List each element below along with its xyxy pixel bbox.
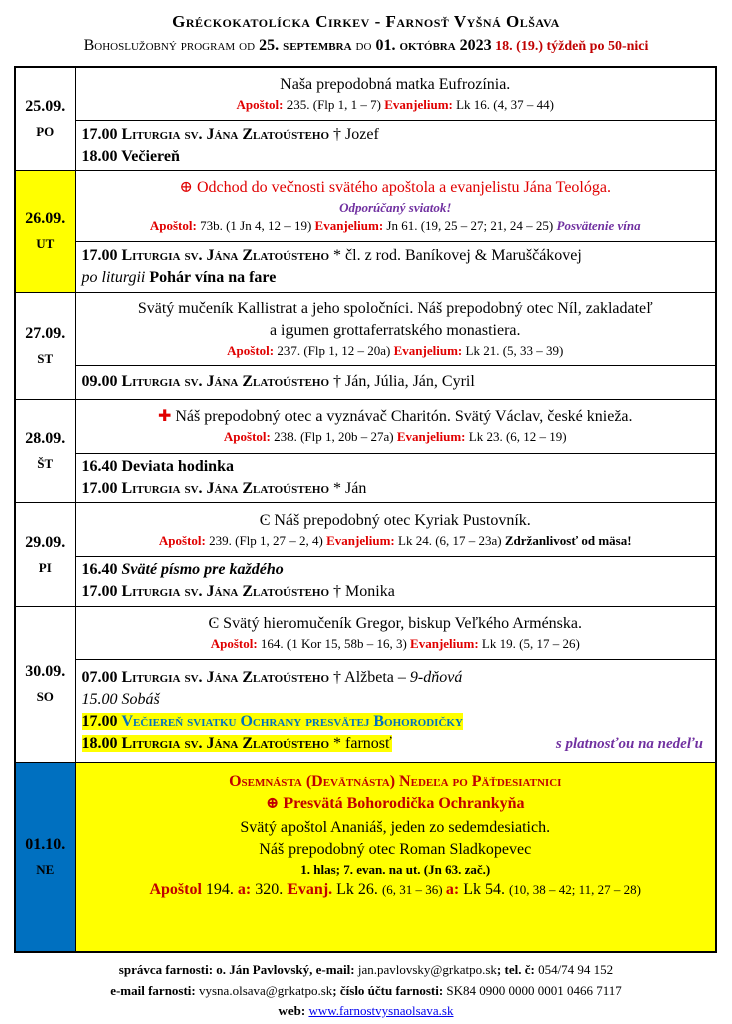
service-note: * farnosť bbox=[329, 735, 392, 753]
footer-text: ; číslo účtu farnosti: bbox=[332, 983, 447, 998]
day-cell bbox=[15, 67, 75, 170]
day-date: 28.09. bbox=[25, 430, 66, 448]
saint-line: Svätý mučeník Kallistrat a jeho spoločníci. Náš prepodobný otec Níl, zakladateľ bbox=[137, 299, 653, 317]
evanjelium-value: Lk 24. (6, 17 – 23a) bbox=[394, 532, 505, 548]
account-number: SK84 0900 0000 0001 0466 7117 bbox=[446, 983, 622, 998]
services-row bbox=[15, 121, 716, 171]
service-note: † Ján, Júlia, Ján, Cyril bbox=[329, 373, 475, 391]
service-name: Liturgia sv. Jána Zlatoústeho bbox=[121, 125, 330, 143]
day-weekday: PI bbox=[38, 559, 52, 575]
service-note: † Jozef bbox=[329, 125, 379, 143]
saints-cell bbox=[75, 606, 716, 660]
saint-line: Náš prepodobný otec Kyriak Pustovník. bbox=[270, 511, 531, 529]
day-cell bbox=[15, 606, 75, 762]
apostol-label: Apoštol: bbox=[227, 342, 275, 358]
evanjelium-label: Evanjelium: bbox=[384, 97, 453, 113]
sunday-cell bbox=[75, 762, 716, 952]
saint-line: Naša prepodobná matka Eufrozínia. bbox=[280, 76, 511, 94]
services-row bbox=[15, 557, 716, 607]
apostol-value: 164. (1 Kor 15, 58b – 16, 3) bbox=[257, 636, 411, 652]
footer-text: web: bbox=[278, 1003, 309, 1018]
service-note-italic: 9-dňová bbox=[409, 669, 463, 687]
service-note: † Monika bbox=[329, 583, 395, 601]
day-row-tuesday bbox=[15, 170, 716, 241]
service-name: Sväté písmo pre každého bbox=[121, 561, 284, 579]
evanjelium-label: Evanjelium: bbox=[410, 636, 479, 652]
day-row-wednesday bbox=[15, 292, 716, 365]
evanjelium-value-2: Lk 54. bbox=[459, 880, 509, 898]
apostol-label: Apoštol: bbox=[223, 429, 271, 445]
sunday-title: Osemnásta (Devätnásta) Nedeľa po Päťdesiatnici bbox=[229, 772, 562, 790]
saint-line: Náš prepodobný otec Roman Sladkopevec bbox=[259, 840, 532, 858]
service-time: 17.00 bbox=[81, 480, 118, 497]
subtitle-date-from: 25. septembra bbox=[259, 37, 352, 54]
fasting-note: Zdržanlivosť od mäsa! bbox=[504, 532, 632, 548]
footer-text: správca farnosti: o. Ján Pavlovský, e-mail: bbox=[118, 962, 358, 977]
service-name: Liturgia sv. Jána Zlatoústeho bbox=[121, 669, 330, 687]
day-weekday: SO bbox=[36, 689, 54, 705]
saints-cell bbox=[75, 503, 716, 557]
services-row bbox=[15, 660, 716, 762]
service-name: Liturgia sv. Jána Zlatoústeho bbox=[121, 480, 330, 497]
saints-cell bbox=[75, 292, 716, 365]
day-date: 01.10. bbox=[25, 835, 66, 853]
evanjelium-value: Lk 19. (5, 17 – 26) bbox=[478, 636, 580, 652]
service-name: Večiereň sviatku Ochrany presvätej Bohorodičky bbox=[121, 713, 463, 731]
service-time: 09.00 bbox=[81, 373, 118, 391]
sunday-validity-note: s platnosťou na nedeľu bbox=[555, 736, 703, 753]
day-date: 25.09. bbox=[25, 97, 66, 115]
schedule-table bbox=[14, 66, 717, 953]
website-link[interactable]: www.farnostvysnaolsava.sk bbox=[308, 1003, 454, 1018]
day-row-monday bbox=[15, 67, 716, 121]
service-name: Liturgia sv. Jána Zlatoústeho bbox=[121, 583, 330, 601]
day-weekday: NE bbox=[36, 861, 55, 877]
service-name: Deviata hodinka bbox=[121, 458, 234, 475]
services-row bbox=[15, 365, 716, 399]
evanjelium-label: Evanjelium: bbox=[326, 532, 395, 548]
saint-line: a igumen grottaferratského monastiera. bbox=[269, 321, 521, 339]
rank-symbol-icon: Ͼ bbox=[208, 615, 220, 633]
service-time: 16.40 bbox=[81, 458, 118, 475]
service-time: 18.00 bbox=[81, 147, 118, 165]
wine-cup-note: Pohár vína na fare bbox=[149, 268, 277, 286]
evanjelium-value: Lk 23. (6, 12 – 19) bbox=[465, 429, 567, 445]
services-cell bbox=[75, 660, 716, 762]
alt-label: a: bbox=[237, 880, 252, 898]
rank-symbol-icon: Ͼ bbox=[259, 511, 271, 529]
after-liturgy-text: po liturgii bbox=[81, 268, 150, 286]
cross-icon: ✚ bbox=[157, 408, 172, 426]
day-date: 29.09. bbox=[25, 533, 66, 551]
footer-text: ; tel. č: bbox=[496, 962, 539, 977]
day-weekday: ST bbox=[37, 350, 54, 366]
saint-line: Svätý hieromučeník Gregor, biskup Veľkého Arménska. bbox=[219, 615, 582, 633]
day-cell bbox=[15, 762, 75, 952]
day-row-friday bbox=[15, 503, 716, 557]
apostol-value: 235. (Flp 1, 1 – 7) bbox=[283, 97, 385, 113]
day-weekday: UT bbox=[36, 236, 55, 252]
page-title: Gréckokatolícka Cirkev - Farnosť Vyšná Olšava bbox=[172, 12, 560, 31]
evanjelium-ref: (6, 31 – 36) bbox=[381, 881, 446, 897]
service-time: 17.00 bbox=[81, 583, 118, 601]
day-cell bbox=[15, 399, 75, 502]
apostol-label: Apoštol: bbox=[158, 532, 206, 548]
day-row-saturday bbox=[15, 606, 716, 660]
footer-line-1 bbox=[0, 962, 732, 978]
wedding-note: 15.00 Sobáš bbox=[81, 691, 160, 709]
evanjelium-label: Evanjelium: bbox=[396, 429, 466, 445]
service-time: 17.00 bbox=[81, 125, 118, 143]
services-cell bbox=[75, 241, 716, 292]
service-note: † Alžbeta – bbox=[329, 669, 410, 687]
parish-email[interactable]: vysna.olsava@grkatpo.sk bbox=[199, 983, 333, 998]
evanjelium-value: Lk 21. (5, 33 – 39) bbox=[462, 342, 564, 358]
evanjelium-label: Evanjelium: bbox=[314, 217, 384, 233]
services-row bbox=[15, 453, 716, 503]
day-weekday: ŠT bbox=[37, 456, 54, 472]
service-name: Liturgia sv. Jána Zlatoústeho bbox=[121, 735, 330, 753]
day-row-sunday bbox=[15, 762, 716, 952]
service-time: 16.40 bbox=[81, 561, 118, 579]
feast-title: ⊕ Odchod do večnosti svätého apoštola a evanjelistu Jána Teológa. bbox=[179, 178, 611, 196]
day-date: 26.09. bbox=[25, 210, 66, 228]
footer-text: e-mail farnosti: bbox=[110, 983, 199, 998]
subtitle-text: Bohoslužobný program od bbox=[83, 37, 260, 54]
services-cell bbox=[75, 121, 716, 171]
day-cell bbox=[15, 170, 75, 292]
subtitle-date-to: 01. októbra 2023 bbox=[375, 37, 492, 54]
apostol-value: 237. (Flp 1, 12 – 20a) bbox=[274, 342, 394, 358]
service-name: Večiereň bbox=[121, 147, 180, 165]
apostol-value: 194. bbox=[201, 880, 238, 898]
recommended-feast: Odporúčaný sviatok! bbox=[339, 199, 452, 215]
service-note: * čl. z rod. Baníkovej & Maruščákovej bbox=[329, 246, 582, 264]
footer-line-2 bbox=[0, 983, 732, 999]
saint-line: Náš prepodobný otec a vyznávač Charitón. Svätý Václav, české knieža. bbox=[171, 408, 633, 426]
saint-line: Svätý apoštol Ananiáš, jeden zo sedemdesiatich. bbox=[240, 818, 551, 836]
service-time: 17.00 bbox=[81, 246, 118, 264]
saints-cell bbox=[75, 399, 716, 453]
day-row-thursday bbox=[15, 399, 716, 453]
evanjelium-value: Jn 61. (19, 25 – 27; 21, 24 – 25) bbox=[383, 217, 557, 233]
apostol-value: 239. (Flp 1, 27 – 2, 4) bbox=[205, 532, 327, 548]
apostol-label: Apoštol: bbox=[210, 636, 258, 652]
subtitle-text-2: do bbox=[351, 37, 376, 54]
day-date: 27.09. bbox=[25, 324, 66, 342]
service-time: 18.00 bbox=[81, 735, 118, 753]
day-cell bbox=[15, 292, 75, 399]
evanjelium-value: Lk 16. (4, 37 – 44) bbox=[452, 97, 554, 113]
service-name: Liturgia sv. Jána Zlatoústeho bbox=[121, 373, 330, 391]
service-time: 17.00 bbox=[81, 713, 118, 731]
apostol-value-2: 320. bbox=[251, 880, 288, 898]
phone-number: 054/74 94 152 bbox=[538, 962, 614, 977]
tone-note: 1. hlas; 7. evan. na ut. (Jn 63. zač.) bbox=[300, 861, 491, 877]
day-cell bbox=[15, 503, 75, 606]
services-cell bbox=[75, 365, 716, 399]
footer-line-3 bbox=[0, 1003, 732, 1019]
evanjelium-label: Evanj. bbox=[287, 880, 333, 898]
services-row bbox=[15, 241, 716, 292]
saints-cell bbox=[75, 67, 716, 121]
apostol-value: 73b. (1 Jn 4, 12 – 19) bbox=[196, 217, 315, 233]
alt-label: a: bbox=[445, 880, 460, 898]
evanjelium-label: Evanjelium: bbox=[393, 342, 463, 358]
day-weekday: PO bbox=[36, 123, 55, 139]
evanjelium-ref-2: (10, 38 – 42; 11, 27 – 28) bbox=[508, 881, 642, 897]
service-note: * Ján bbox=[329, 480, 367, 497]
service-name: Liturgia sv. Jána Zlatoústeho bbox=[121, 246, 330, 264]
evanjelium-value: Lk 26. bbox=[332, 880, 382, 898]
apostol-label: Apoštol bbox=[149, 880, 202, 898]
services-cell bbox=[75, 453, 716, 503]
apostol-label: Apoštol: bbox=[149, 217, 197, 233]
page-subtitle bbox=[0, 37, 732, 55]
apostol-value: 238. (Flp 1, 20b – 27a) bbox=[270, 429, 397, 445]
day-date: 30.09. bbox=[25, 663, 66, 681]
week-label: 18. (19.) týždeň po 50-nici bbox=[491, 39, 649, 54]
apostol-label: Apoštol: bbox=[236, 97, 284, 113]
wine-blessing-note: Posvätenie vína bbox=[556, 217, 641, 233]
services-cell bbox=[75, 557, 716, 607]
feast-title: ⊕ Presvätá Bohorodička Ochrankyňa bbox=[265, 794, 525, 812]
service-time: 07.00 bbox=[81, 669, 118, 687]
saints-cell bbox=[75, 170, 716, 241]
pastor-email[interactable]: jan.pavlovsky@grkatpo.sk bbox=[357, 962, 497, 977]
